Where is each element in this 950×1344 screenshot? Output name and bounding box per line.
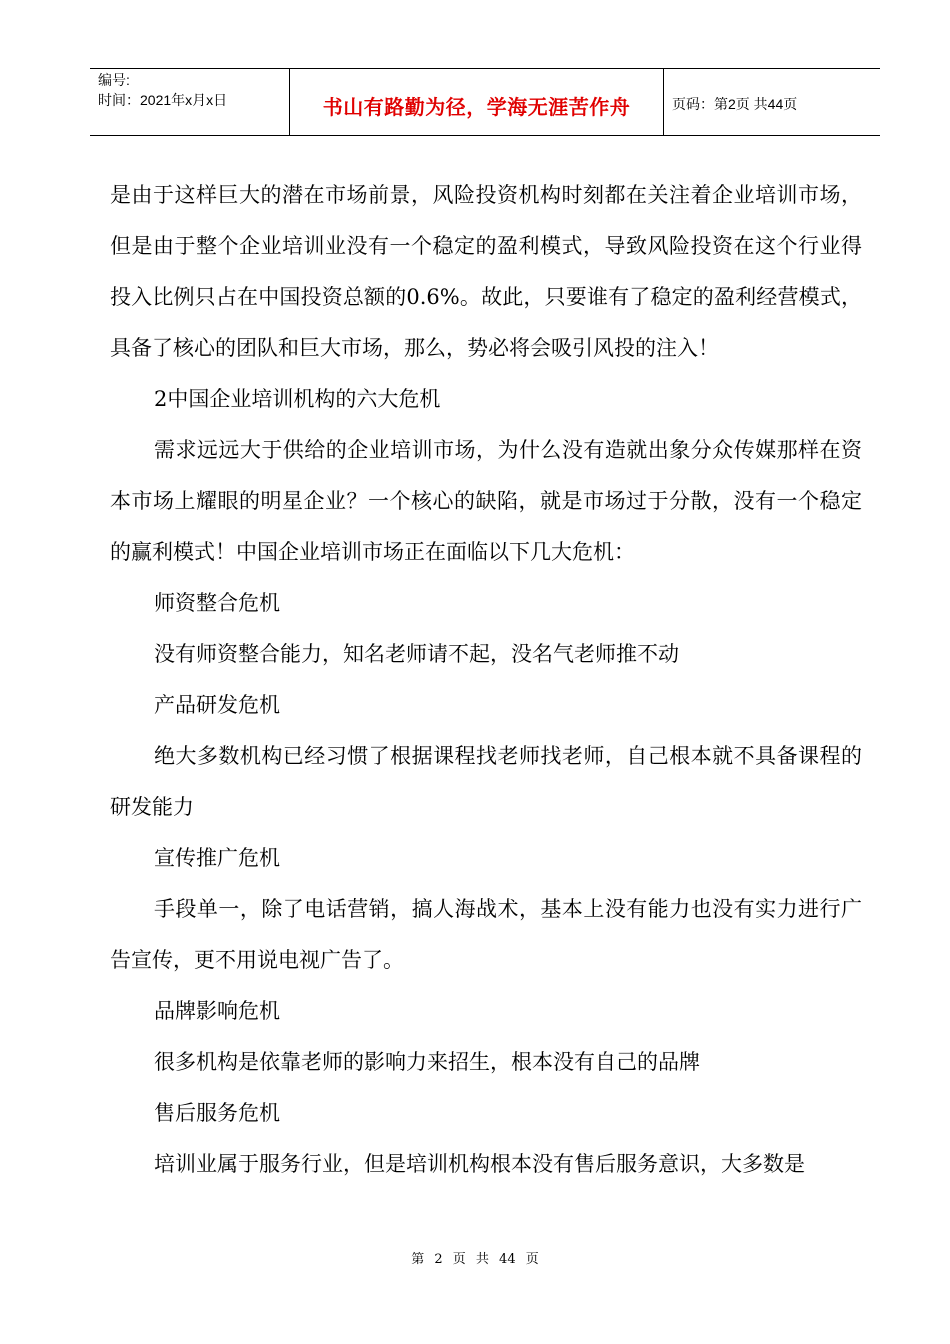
- crisis-heading-brand: 品牌影响危机: [154, 999, 280, 1023]
- header-motto: 书山有路勤为径，学海无涯苦作舟: [322, 95, 631, 119]
- page-footer: 第 2 页 共 44 页: [411, 1252, 539, 1267]
- paragraph: 绝大多数机构已经习惯了根据课程找老师找老师，自己根本就不具备课程的研发能力: [110, 744, 862, 819]
- header-meta-cell: [90, 69, 290, 135]
- paragraph: 是由于这样巨大的潜在市场前景，风险投资机构时刻都在关注着企业培训市场，但是由于整个企业培训业没有一个稳定的盈利模式，导致风险投资在这个行业得投入比例只占在中国投资总额的0.6%。故此，只要谁有了稳定的盈利经营模式，具备了核心的团队和巨大市场，那么，势必将会吸引风投的注入！: [110, 183, 862, 360]
- paragraph: 需求远远大于供给的企业培训市场，为什么没有造就出象分众传媒那样在资本市场上耀眼的明星企业？一个核心的缺陷，就是市场过于分散，没有一个稳定的赢利模式！中国企业培训市场正在面临以下几大危机：: [110, 438, 862, 564]
- document-time-label: 时间：2021年x月x日: [98, 92, 228, 108]
- section-heading: 2中国企业培训机构的六大危机: [154, 387, 441, 411]
- crisis-heading-promotion: 宣传推广危机: [154, 846, 280, 870]
- header-page-info: 页码：第2页 共44页: [672, 96, 798, 112]
- header-motto-cell: [290, 69, 664, 135]
- paragraph: 手段单一，除了电话营销，搞人海战术，基本上没有能力也没有实力进行广告宣传，更不用说电视广告了。: [110, 897, 862, 972]
- paragraph: 没有师资整合能力，知名老师请不起，没名气老师推不动: [154, 642, 679, 666]
- crisis-heading-service: 售后服务危机: [154, 1101, 280, 1125]
- crisis-heading-teachers: 师资整合危机: [154, 591, 280, 615]
- crisis-heading-product: 产品研发危机: [154, 693, 280, 717]
- document-body: [110, 170, 862, 1190]
- paragraph: 培训业属于服务行业，但是培训机构根本没有售后服务意识，大多数是: [154, 1152, 805, 1176]
- document-number-label: 编号:: [98, 72, 130, 88]
- page-header: [90, 68, 880, 136]
- paragraph: 很多机构是依靠老师的影响力来招生，根本没有自己的品牌: [154, 1050, 700, 1074]
- header-page-cell: [664, 69, 880, 135]
